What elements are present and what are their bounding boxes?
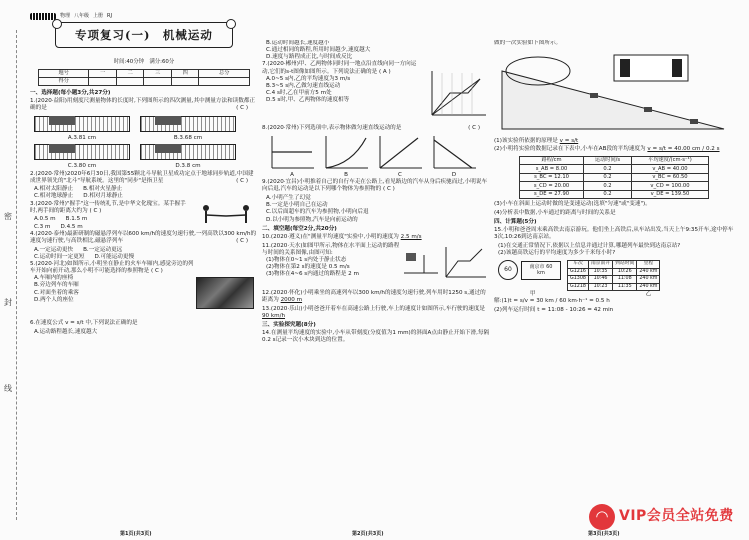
question-3: 3.(2020·常州)"握手"这一传统礼节,是中华文化瑰宝。某手握手时,两手间的距离大约为 ( C ) — [30, 201, 258, 215]
table-row: s_AB = 8.00 0.2 v_AB = 40.00 — [520, 165, 709, 174]
table-row: s_DE = 27.90 0.2 v_DE = 139.50 — [520, 190, 709, 199]
question-14-2: (2)小明将实验的数据记录在下表中,小车在AB段的平均速度为 v = s/t = 40.00 cm / 0.2 s — [494, 146, 720, 153]
score-cell: 总分 — [199, 69, 250, 77]
graph-caption: A — [290, 172, 294, 179]
option: B.相对火星静止 — [83, 186, 123, 193]
option: B.旁边列车的车厢 — [34, 282, 79, 289]
figure-caption: A.3.81 cm — [67, 135, 97, 142]
fill-answer: (2)物体在第2 s的速度是 0.5 m/s — [266, 264, 350, 270]
graph-c — [376, 134, 424, 172]
option: C.对面坐着的乘客 — [34, 289, 79, 296]
vip-watermark[interactable] — [589, 502, 735, 532]
distance-sign: 南京市 60 km — [521, 261, 561, 280]
score-cell: 二 — [116, 69, 144, 77]
question-13: 13.(2020·乐山)小明爸爸开着车在高速公路上行驶,车上的速度计如图所示,车行驶的速度是 90 km/h — [262, 305, 486, 319]
solution-line: (2)列车运行时间 t = 11:08 - 10:26 = 42 min — [494, 307, 614, 314]
column-3 — [494, 40, 734, 526]
option: A.0~5 s内,乙的平均速度为3 m/s — [266, 75, 351, 82]
option: C.运动时间一定更短 — [34, 253, 85, 260]
question-10: 10.(2020·遵义)在"测量平均速度"实验中,小明的速度为 2.5 m/s — [262, 233, 422, 240]
option: D.以小明为参照物,汽车是向前运动的 — [266, 216, 358, 223]
page-footer: 第3页(共3页) — [588, 530, 620, 537]
option: A.一定运动更快 — [34, 246, 74, 253]
title-banner — [30, 12, 258, 54]
question-4: 4.(2020·泰州)最新研制的磁悬浮列车以600 km/h的速度匀速行驶,一列高铁以300 km/h的速度匀速行驶,与高铁相比,磁悬浮列车 ( C ) — [30, 230, 257, 244]
figure-caption: C.3.80 cm — [67, 163, 97, 170]
option: D.两个人的座位 — [34, 296, 74, 303]
fill-answer: 2000 m — [280, 297, 303, 304]
vip-badge-icon: ◠ — [589, 504, 615, 530]
sub-question: (2)该趟高铁运行的平均速度为多少千米每小时? — [498, 250, 616, 257]
column-1 — [30, 58, 258, 526]
train-photo — [196, 277, 254, 309]
figures-15 — [498, 260, 734, 291]
score-cell: 一 — [89, 69, 117, 77]
handshake-figure — [196, 203, 256, 229]
watermark-text: VIP会员全站免费 — [619, 508, 734, 525]
table-row: s_CD = 20.00 0.2 v_CD = 100.00 — [520, 182, 709, 191]
graph-caption: D — [451, 172, 457, 179]
incline-experiment-figure — [494, 49, 730, 135]
option: C.4 s时,乙在甲前方5 m处 — [266, 90, 332, 97]
question-8: 8.(2020·常州)下列选项中,表示物体做匀速直线运动的是 ( C ) — [262, 125, 490, 132]
data-table — [519, 156, 709, 200]
option: A.小明产生了幻觉 — [266, 195, 311, 202]
question-14-1: (1)该实验所依据的原理是 v = s/t — [494, 137, 579, 144]
section-heading: 一、选择题(每小题3分,共27分) — [30, 89, 111, 96]
option: C.3 m — [34, 223, 51, 230]
fill-answer: v = s/t — [559, 137, 579, 144]
table-row: G1216 10:35 10:26 240 km — [568, 268, 660, 276]
side-label: 封 — [4, 298, 12, 307]
option: A.车厢内的座椅 — [34, 275, 74, 282]
answer: ( C ) — [236, 177, 248, 184]
figure-caption: 甲 — [530, 291, 536, 298]
question-1: 1.(2020·益阳)用刻度尺测量物体的长度时,下列图所示的四次测量,其中测量方法和读数都正确的是 ( C ) — [30, 98, 258, 112]
fill-answer: (3)物体在4~6 s内通过的路程是 2 m — [266, 271, 359, 278]
option: C.相对地球静止 — [34, 193, 74, 200]
score-cell: 得分 — [39, 77, 89, 85]
page-footer: 第1页(共3页) — [120, 530, 152, 537]
table-header: 路程/cm — [520, 156, 584, 165]
motion-graphs — [268, 134, 490, 172]
score-table — [38, 69, 250, 86]
answer: ( C ) — [236, 105, 248, 112]
ruler-figure — [140, 116, 236, 132]
option: C.以后面超车的汽车为参照物,小明向后退 — [266, 209, 369, 216]
option: A.0.5 m — [34, 216, 56, 223]
question-14: 14.在测量平均速度的实验中,小车从带刻度(分度值为1 mm)的斜面A点由静止开始下滑,每隔0.2 s记录一次小木块到达的位置。 — [262, 330, 490, 344]
binding-line — [16, 30, 17, 520]
table-header: 平均速度/(cm·s⁻¹) — [631, 156, 708, 165]
question-6: 6.在速度公式 v = s/t 中,下列说法正确的是 — [30, 320, 138, 327]
answer: ( A ) — [378, 68, 391, 75]
option: D.可能运动更慢 — [94, 253, 135, 260]
ruler-figure — [34, 116, 130, 132]
question-14-4: (4)分析表中数据,小车通过的距离与时间的关系是 — [494, 209, 616, 216]
fill-answer: v = s/t = 40.00 cm / 0.2 s — [647, 146, 720, 153]
option: D.相对月球静止 — [83, 193, 123, 200]
option: B.3~5 s内,乙做匀速直线运动 — [266, 82, 341, 89]
section-heading: 三、实验探究题(8分) — [262, 322, 316, 329]
train-timetable: 车次 南京南开 到站时间 里程 G1216 10:35 10:26 240 km G1308 10:46 11:08 240 km G1218 10:23 11:35 240 km — [567, 260, 660, 291]
table-row: G1218 10:23 11:35 240 km — [568, 283, 660, 291]
answer: ( C ) — [151, 268, 163, 275]
graph-d — [430, 134, 478, 172]
score-cell: 三 — [144, 69, 172, 77]
figure-caption: 乙 — [645, 291, 652, 298]
incline-and-graph — [402, 243, 488, 283]
option: A.相对太阳静止 — [34, 186, 74, 193]
option: B.一定运动更远 — [83, 246, 123, 253]
header-subject: 物理 — [60, 12, 71, 19]
graph-b — [322, 134, 370, 172]
question-2: 2.(2020·常州)2020年6月30日,我国第55颗北斗导航卫星成功定点于地球同步轨道,中国建成世界领先的"北斗"导航系统。这里的"同步"是指卫星 ( C ) — [30, 171, 258, 185]
question-11: 11.(2020·天水)如图甲所示,物体在水平面上运动的路程与时间的关系图像,由图可知: (1)物体在0~1 s内处于静止状态 (2)物体在第2 s的速度是 0.5 m/s (3)物体在4~6 s内通过的路程是 2 m — [262, 243, 490, 289]
solution-line: 解:(1)t = s/v = 30 km / 60 km·h⁻¹ = 0.5 h — [494, 298, 610, 305]
graph-a — [268, 134, 316, 172]
page-title: 专项复习(一) 机械运动 — [75, 27, 213, 42]
speed-limit-sign: 60 — [498, 260, 518, 280]
question-12: 12.(2020·怀化)小明乘坐的高速列车以300 km/h的速度匀速行驶,列车用时1250 s,通过的距离为 2000 m — [262, 290, 486, 304]
fill-answer: 90 km/h — [262, 313, 286, 319]
score-cell: 题号 — [39, 69, 89, 77]
header-volume: 上册 — [93, 12, 104, 19]
side-label: 密 — [4, 212, 12, 221]
question-9: 9.(2020·宜昌)小明推着自己的自行车走在公路上,看见路边的汽车从身后疾驰而过,小明说车向后退,汽车的运动是以下列哪个物体为参照物的 ( C ) — [262, 179, 488, 193]
section-heading: 二、填空题(每空2分,共20分) — [262, 225, 337, 232]
fill-answer: 2.5 m/s — [400, 233, 422, 240]
ruler-figures — [30, 114, 258, 171]
question-7: 7.(2020·郴州)甲、乙两物体同时同一地点沿直线向同一方向运动,它们的s-t图像如图所示。下列说法正确的是 ( A ) A.0~5 s内,乙的平均速度为3 m/s B.3~5 s内,乙做匀速直线运动 C.4 s时,乙在甲前方5 m处 D.5 s时,甲、乙两物体的速度相等 — [262, 61, 490, 123]
option: B.1.5 m — [65, 216, 88, 223]
score-cell: 四 — [171, 69, 199, 77]
table-header: 运动时间/s — [584, 156, 632, 165]
option: C.通过相同的路程,所用时间越少,速度越大 — [266, 47, 371, 54]
fill-answer: (1)物体在0~1 s内处于静止状态 — [266, 256, 347, 263]
section-heading: 四、计算题(5分) — [494, 218, 537, 225]
figure-caption: B.3.68 cm — [173, 135, 203, 142]
graph-caption: C — [398, 172, 402, 179]
column-2 — [262, 40, 490, 526]
ruler-figure — [34, 144, 130, 160]
header-grade: 八年级 — [74, 12, 90, 19]
answer: ( C ) — [236, 237, 248, 244]
exam-meta: 时间:40分钟 满分:60分 — [113, 59, 175, 65]
side-label: 线 — [4, 384, 12, 393]
table-row: s_BC = 12.10 0.2 v_BC = 60.50 — [520, 173, 709, 182]
question-5: 5.(2020·河北)如图所示,小明坐在静止的火车车厢内,感觉旁边的列车开始向前开动,那么小明不可能选择的参照物是 ( C ) A.车厢内的座椅 B.旁边列车的车厢 C.对面坐着的乘客 D.两个人的座位 — [30, 261, 258, 319]
option: D.速度与路程成正比,与时间成反比 — [266, 54, 353, 61]
option: B.一定是小明自己在运动 — [266, 202, 328, 209]
figure-caption: D.3.8 cm — [175, 163, 201, 170]
st-graph — [424, 69, 488, 121]
question-15: 15.小明和爸爸周末乘高铁去南京游玩。他们坐上高铁后,从车站出发,当天上午9:35开车,途中停车3次,10:26到达南京站。 — [494, 227, 734, 241]
option: D.4.5 m — [60, 223, 83, 230]
option: D.5 s时,甲、乙两物体的速度相等 — [266, 97, 350, 104]
page-footer: 第2页(共3页) — [352, 530, 384, 537]
answer: ( C ) — [383, 186, 395, 193]
answer: ( C ) — [468, 124, 480, 131]
question-14-3: (3)小车在斜面上运动时做的是变速运动(选填"匀速"或"变速")。 — [494, 201, 651, 208]
graph-caption: B — [344, 172, 348, 179]
ruler-figure — [140, 144, 236, 160]
option: A.运动路程越长,速度越大 — [34, 329, 98, 336]
answer: ( C ) — [89, 207, 102, 214]
header-edition: RJ — [107, 12, 112, 19]
intro-text: 做的一次实验如下图所示。 — [494, 40, 562, 46]
table-row: G1308 10:46 11:08 240 km — [568, 276, 660, 284]
option: B.运动时间越长,速度越小 — [266, 40, 330, 46]
sub-question: (1)在交通正常情况下,依据以上信息并通过计算,哪趟列车最快到达南京站? — [498, 242, 681, 249]
